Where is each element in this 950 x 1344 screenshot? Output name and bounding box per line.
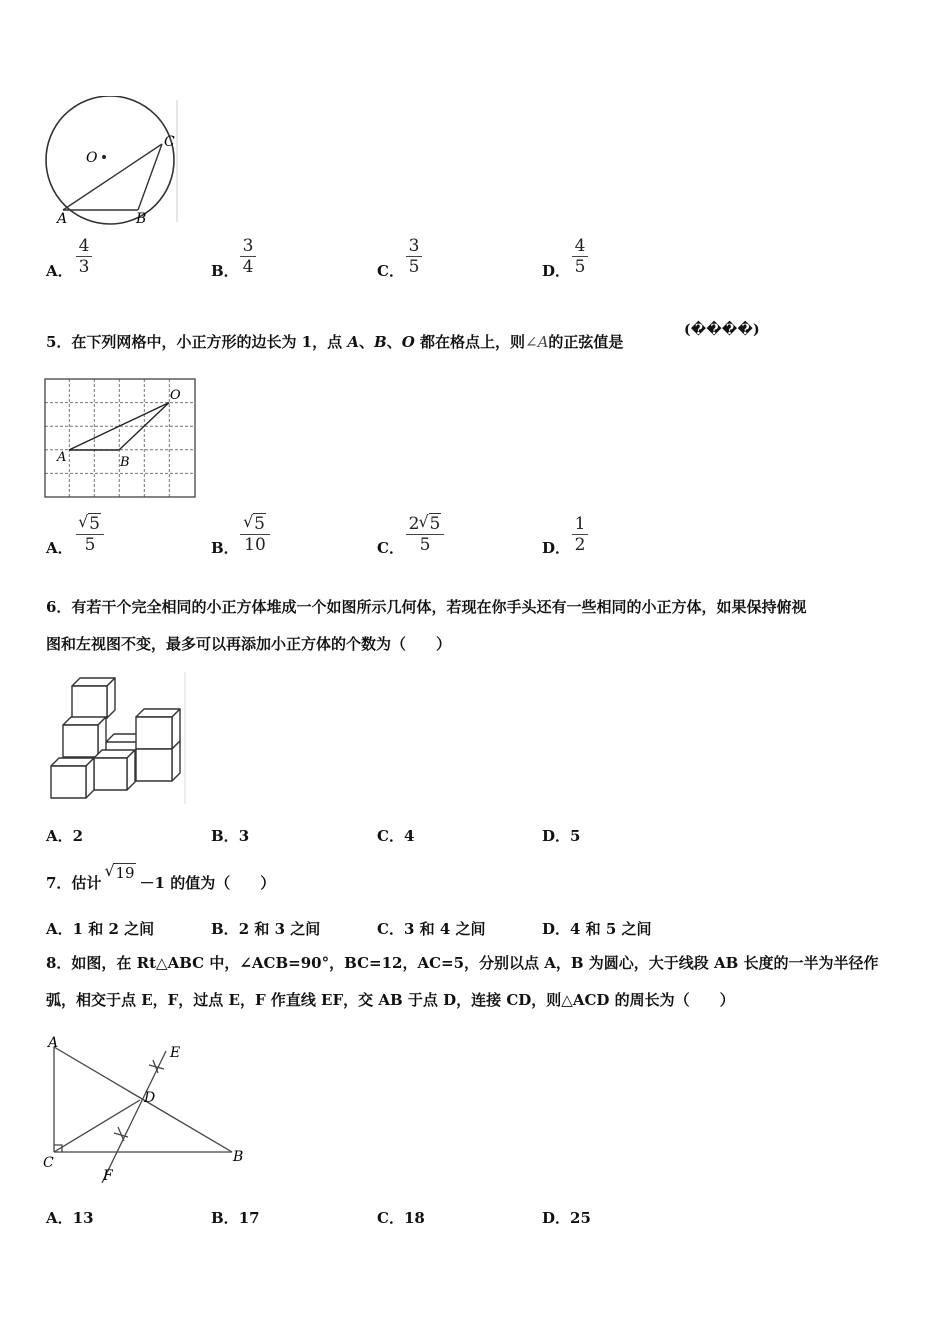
q7-option-a[interactable]: A．1 和 2 之间: [46, 920, 155, 938]
q5-label-o: O: [170, 388, 181, 403]
q5-grid-figure: [44, 378, 197, 499]
q4-label-a: A: [57, 211, 68, 227]
q5-option-d-fraction: $\frac{1}{2}$: [572, 514, 588, 555]
q4-option-a-fraction: $\frac{4}{3}$: [76, 236, 92, 277]
q8-question-line-1: 8．如图，在 Rt△ABC 中，∠ACB=90°，BC=12，AC=5，分别以点 A，B 为圆心，大于线段 AB 长度的一半为半径作: [46, 954, 879, 972]
q8-label-c: C: [43, 1155, 54, 1171]
q7-question-text: 7．估计√ 19－1 的值为（ ）: [46, 873, 275, 893]
q7-option-d[interactable]: D．4 和 5 之间: [542, 920, 652, 938]
q5-option-b-letter[interactable]: B．: [211, 539, 239, 557]
q4-circle-figure: [40, 96, 185, 228]
q4-option-d-letter[interactable]: D．: [542, 262, 571, 280]
q6-option-c[interactable]: C．4: [377, 827, 415, 845]
q4-label-o: O: [86, 150, 98, 166]
q5-option-d-letter[interactable]: D．: [542, 539, 571, 557]
q6-option-a[interactable]: A．2: [46, 827, 84, 845]
q6-question-line-2: 图和左视图不变，最多可以再添加小正方体的个数为（ ）: [46, 635, 452, 653]
q8-option-a[interactable]: A．13: [46, 1209, 94, 1227]
q8-label-f: F: [103, 1168, 113, 1184]
q5-option-c-letter[interactable]: C．: [377, 539, 404, 557]
q4-label-c: C: [164, 134, 175, 150]
q7-sqrt-19: √ 19: [101, 863, 139, 883]
q4-option-b-fraction: $\frac{3}{4}$: [240, 236, 256, 277]
q5-option-c-fraction: $\frac{2√ 5}{5}$: [406, 514, 444, 555]
q8-label-a: A: [48, 1035, 59, 1051]
q8-triangle-figure: [40, 1035, 250, 1185]
q5-option-a-fraction: √ $\frac{5}{5}$: [76, 514, 104, 555]
q6-question-line-1: 6．有若干个完全相同的小正方体堆成一个如图所示几何体，若现在你手头还有一些相同的小正方体，如果保持俯视: [46, 598, 807, 616]
q5-angle-symbol: ∠A: [525, 333, 549, 351]
q7-option-c[interactable]: C．3 和 4 之间: [377, 920, 486, 938]
q5-question-text: 5．在下列网格中，小正方形的边长为 1，点 A、B、O 都在格点上，则∠A的正弦值是: [46, 333, 624, 351]
q5-option-b-fraction: √ $\frac{5}{10}$: [240, 514, 270, 555]
q8-option-b[interactable]: B．17: [211, 1209, 260, 1227]
q4-option-a-letter[interactable]: A．: [46, 262, 73, 280]
q4-option-c-letter[interactable]: C．: [377, 262, 404, 280]
q5-option-a-letter[interactable]: A．: [46, 539, 73, 557]
q4-option-c-fraction: $\frac{3}{5}$: [406, 236, 422, 277]
q5-label-b: B: [120, 455, 130, 470]
q8-question-line-2: 弧，相交于点 E，F，过点 E，F 作直线 EF，交 AB 于点 D，连接 CD，则△ACD 的周长为（ ）: [46, 991, 735, 1009]
q7-option-b[interactable]: B．2 和 3 之间: [211, 920, 321, 938]
q4-label-b: B: [136, 211, 147, 227]
q5-label-a: A: [57, 450, 67, 465]
q6-cubes-figure: [44, 672, 190, 807]
q6-option-b[interactable]: B．3: [211, 827, 250, 845]
q8-option-c[interactable]: C．18: [377, 1209, 425, 1227]
q8-label-d: D: [144, 1090, 156, 1106]
q4-option-d-fraction: $\frac{4}{5}$: [572, 236, 588, 277]
q5-answer-bracket: (����): [684, 322, 760, 338]
q8-label-b: B: [233, 1149, 244, 1165]
q8-label-e: E: [170, 1045, 181, 1061]
q4-option-b-letter[interactable]: B．: [211, 262, 239, 280]
q8-option-d[interactable]: D．25: [542, 1209, 591, 1227]
q6-option-d[interactable]: D．5: [542, 827, 581, 845]
